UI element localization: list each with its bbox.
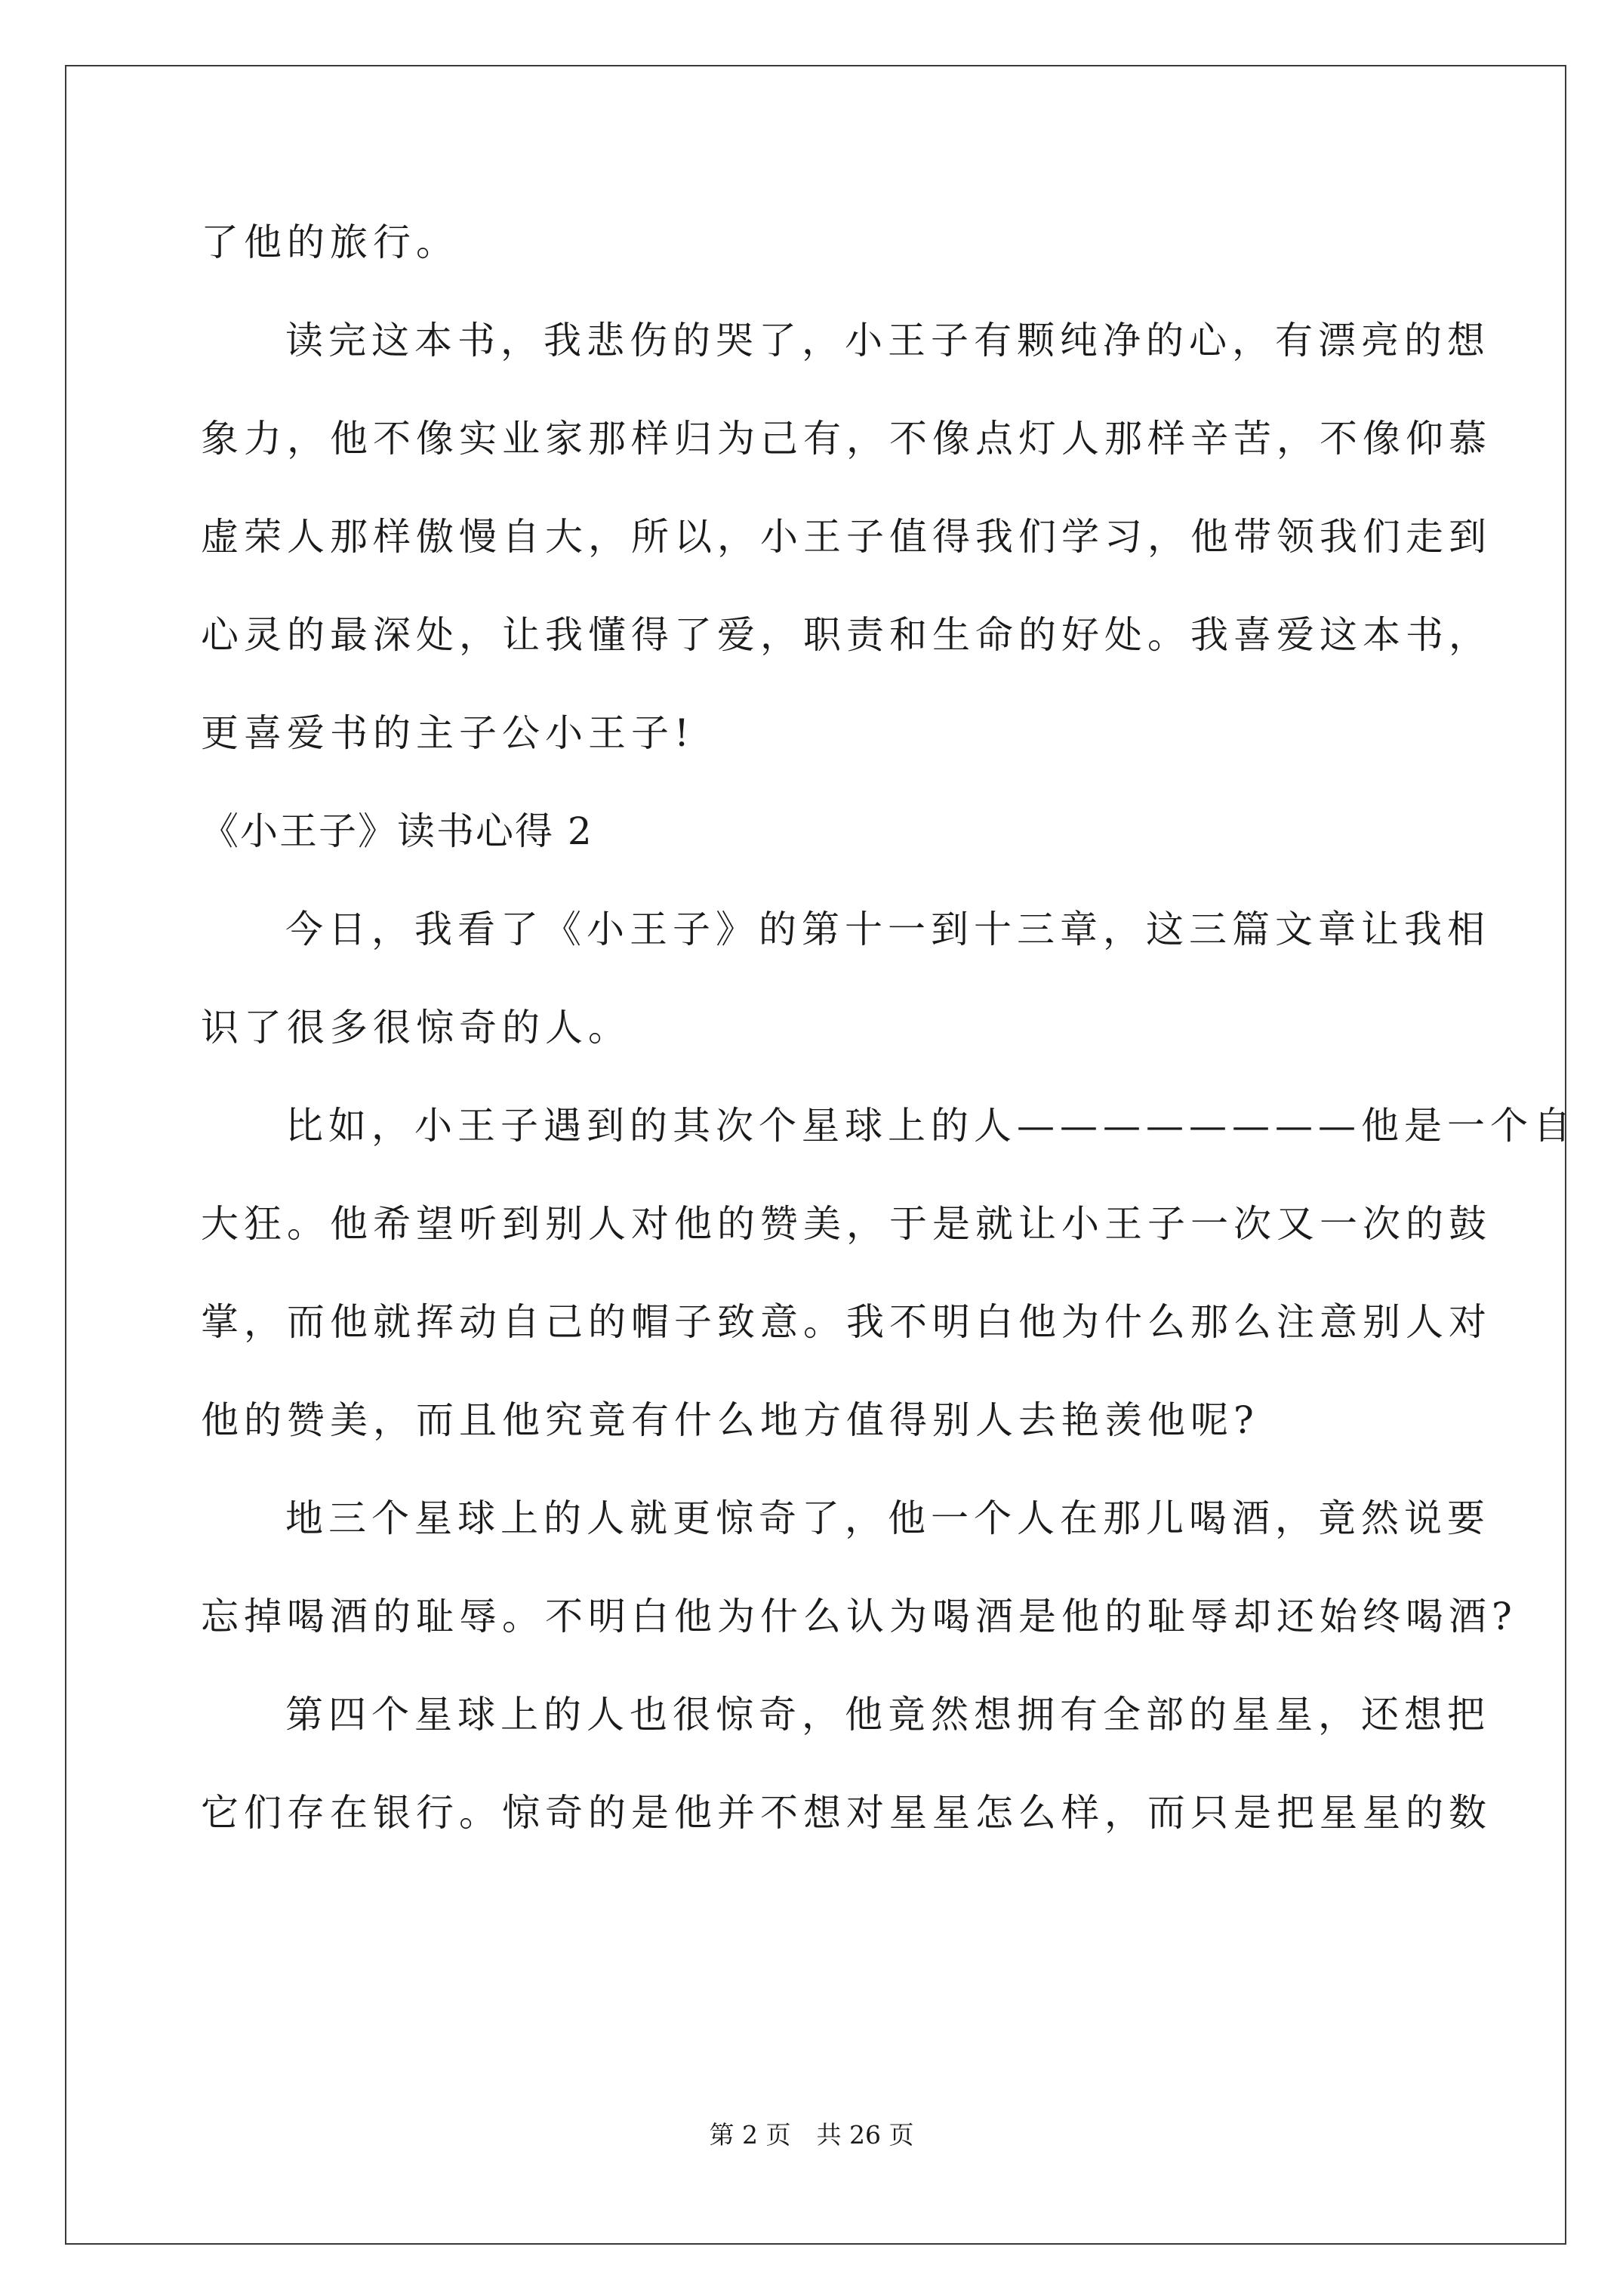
text-line: 大狂。他希望听到别人对他的赞美，于是就让小王子一次又一次的鼓 — [201, 1202, 1492, 1246]
text-line: 象力，他不像实业家那样归为己有，不像点灯人那样辛苦，不像仰慕 — [201, 417, 1492, 461]
text-line: 今日，我看了《小王子》的第十一到十三章，这三篇文章让我相 — [285, 908, 1490, 951]
page-footer — [0, 2120, 1623, 2150]
section-heading: 《小王子》读书心得 2 — [201, 809, 593, 853]
text-line: 了他的旅行。 — [201, 220, 459, 264]
text-line: 掌，而他就挥动自己的帽子致意。我不明白他为什么那么注意别人对 — [201, 1300, 1492, 1344]
page-total: 共 26 页 — [816, 2120, 914, 2150]
text-line: 比如，小王子遇到的其次个星球上的人————————他是一个自 — [285, 1104, 1576, 1148]
document-body — [201, 193, 1576, 1862]
page-number: 第 2 页 — [709, 2120, 791, 2150]
text-line: 读完这本书，我悲伤的哭了，小王子有颗纯净的心，有漂亮的想 — [285, 319, 1490, 362]
text-line: 心灵的最深处，让我懂得了爱，职责和生命的好处。我喜爱这本书， — [201, 613, 1492, 657]
text-line: 地三个星球上的人就更惊奇了，他一个人在那儿喝酒，竟然说要 — [285, 1496, 1490, 1540]
text-line: 更喜爱书的主子公小王子! — [201, 711, 695, 755]
text-line: 它们存在银行。惊奇的是他并不想对星星怎么样，而只是把星星的数 — [201, 1791, 1492, 1835]
text-line: 忘掉喝酒的耻辱。不明白他为什么认为喝酒是他的耻辱却还始终喝酒? — [201, 1595, 1517, 1638]
text-line: 第四个星球上的人也很惊奇，他竟然想拥有全部的星星，还想把 — [285, 1693, 1490, 1737]
text-line: 他的赞美，而且他究竟有什么地方值得别人去艳羡他呢? — [201, 1398, 1259, 1442]
text-line: 识了很多很惊奇的人。 — [201, 1006, 631, 1049]
text-line: 虚荣人那样傲慢自大，所以，小王子值得我们学习，他带领我们走到 — [201, 515, 1492, 559]
